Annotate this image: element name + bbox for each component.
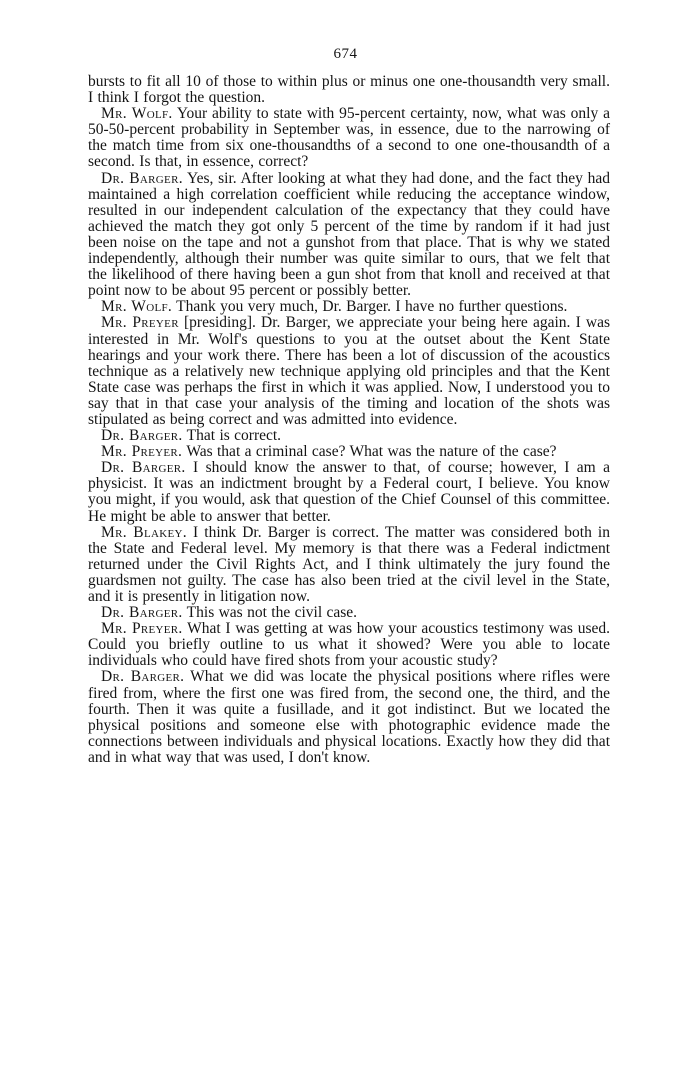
paragraph-text: That is correct.: [182, 427, 282, 445]
paragraph-barger-answer: [88, 171, 610, 300]
paragraph-preyer-acoustics: [88, 621, 610, 669]
paragraph-text: I should know the answer to that, of course; however, I am a physicist. It was an indictment brought by a Federal court, I believe. You know you might, if you would, ask that question of the Chief Counsel of this committee. He might be able to answer that better.: [88, 459, 611, 525]
page-number: 674: [333, 46, 358, 62]
paragraph-text: This was not the civil case.: [182, 604, 358, 622]
paragraph-barger-positions: [88, 669, 610, 766]
transcript-body: [88, 74, 610, 766]
paragraph-preyer-question: [88, 444, 610, 460]
paragraph-text: Your ability to state with 95-percent certainty, now, what was only a 50-50-percent probability in September was, in essence, due to the narrowing of the match time from six one-thousandths of a second to one one-thousandth of a second. Is that, in essence, correct?: [88, 105, 610, 171]
speaker-label: Mr. Wolf.: [101, 105, 173, 123]
paragraph-barger-physicist: [88, 460, 610, 524]
speaker-label: Mr. Preyer.: [101, 620, 183, 638]
paragraph-wolf-question: [88, 106, 610, 170]
paragraph-wolf-thanks: [88, 299, 610, 315]
paragraph-text: bursts to fit all 10 of those to within plus or minus one one-thousandth very small. I think I forgot the question.: [88, 73, 610, 107]
paragraph-text: Yes, sir. After looking at what they had done, and the fact they had maintained a high correlation coefficient while reducing the acceptance window, resulted in our independent calculation of the expectancy that they could have achieved the match they got only 5 percent of the time by random if it had just been noise on the tape and not a gunshot from that place. That is why we stated independently, although their number was quite similar to ours, that we felt that the likelihood of there having been a gun shot from that knoll and received at that point now to be about 95 percent or possibly better.: [88, 169, 610, 300]
speaker-label: Dr. Barger.: [101, 459, 186, 477]
paragraph-text: I think Dr. Barger is correct. The matter was considered both in the State and Federal level. My memory is that there was a Federal indictment returned under the Civil Rights Act, and I think ultimately the jury found the guardsmen not guilty. The case has also been tried at the civil level in the State, and it is presently in litigation now.: [88, 523, 610, 605]
paragraph-text: Was that a criminal case? What was the nature of the case?: [182, 443, 557, 461]
speaker-label: Mr. Blakey.: [101, 523, 187, 541]
paragraph-preyer-intro: [88, 315, 610, 428]
speaker-label: Dr. Barger.: [101, 604, 183, 622]
speaker-label: Mr. Preyer.: [101, 443, 183, 461]
paragraph-barger-civil: [88, 605, 610, 621]
paragraph-continuation: [88, 74, 610, 106]
speaker-label: Mr. Preyer: [101, 314, 179, 332]
paragraph-barger-correct: [88, 428, 610, 444]
speaker-label: Dr. Barger.: [101, 668, 185, 686]
speaker-label: Mr. Wolf.: [101, 298, 173, 316]
speaker-label: Dr. Barger.: [101, 427, 183, 445]
paragraph-blakey-answer: [88, 525, 610, 605]
speaker-label: Dr. Barger.: [101, 169, 183, 187]
paragraph-text: What I was getting at was how your acoustics testimony was used. Could you briefly outline to us what it showed? Were you able to locate individuals who could have fired shots from your acoustic study?: [88, 620, 610, 670]
paragraph-text: [presiding]. Dr. Barger, we appreciate your being here again. I was interested in Mr. Wolf's questions to you at the outset about the Kent State hearings and your work there. There has been a lot of discussion of the acoustics technique as a relatively new technique applying old principles and that the Kent State case was perhaps the first in which it was applied. Now, I understood you to say that in that case your analysis of the timing and location of the shots was stipulated as being correct and was admitted into evidence.: [88, 314, 610, 428]
paragraph-text: Thank you very much, Dr. Barger. I have no further questions.: [172, 298, 568, 316]
paragraph-text: What we did was locate the physical positions where rifles were fired from, where the first one was fired from, the second one, the third, and the fourth. Then it was quite a fusillade, and it got indistinct. But we located the physical positions and someone else with photographic evidence made the connections between individuals and physical locations. Exactly how they did that and in what way that was used, I don't know.: [88, 668, 610, 766]
